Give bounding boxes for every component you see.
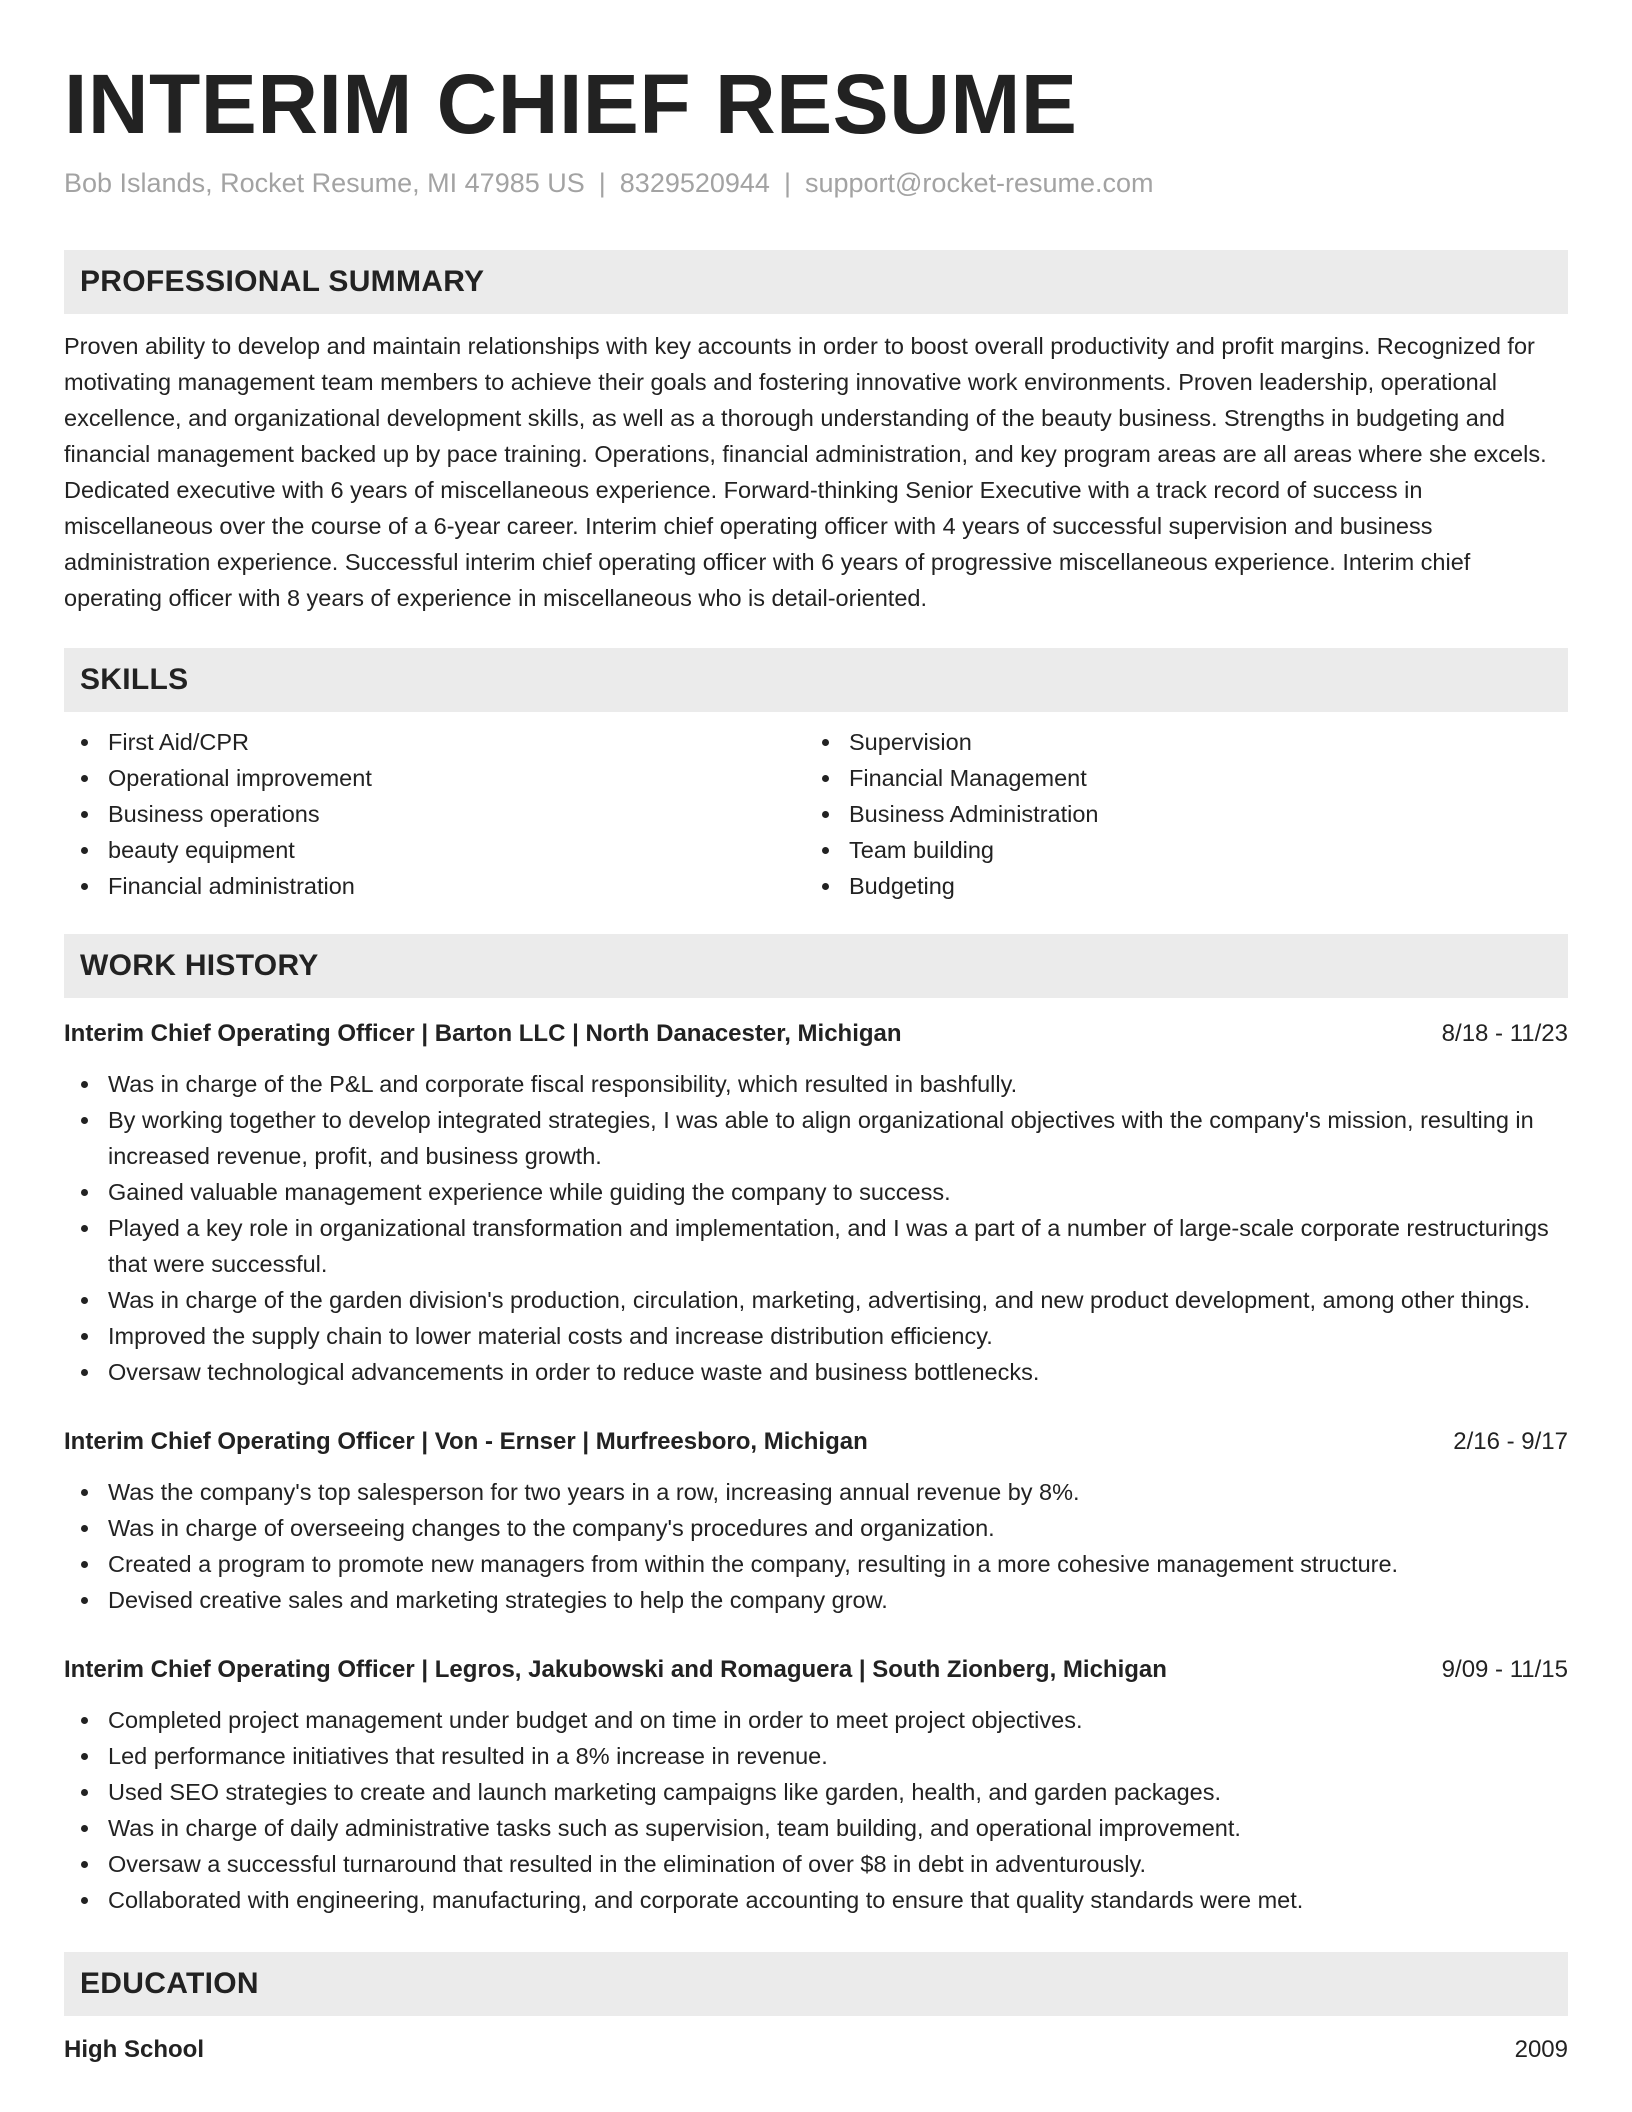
job-bullet: Was in charge of the garden division's production, circulation, marketing, advertising, and new product development, among other things.: [108, 1282, 1568, 1318]
job-bullet: By working together to develop integrated strategies, I was able to align organizational objectives with the company's mission, resulting in increased revenue, profit, and business growth.: [108, 1102, 1568, 1174]
job-heading-line: [64, 1652, 1568, 1688]
job-bullet: Created a program to promote new managers from within the company, resulting in a more cohesive management structure.: [108, 1546, 1568, 1582]
job-bullet: Was in charge of overseeing changes to the company's procedures and organization.: [108, 1510, 1568, 1546]
job-bullet: Was the company's top salesperson for two years in a row, increasing annual revenue by 8%.: [108, 1474, 1568, 1510]
job-bullets: [64, 1702, 1568, 1918]
skill-item: First Aid/CPR: [108, 724, 805, 760]
contact-email: support@rocket-resume.com: [804, 168, 1154, 198]
job-heading-line: [64, 1424, 1568, 1460]
education-year: 2009: [1514, 2036, 1568, 2063]
contact-address: Bob Islands, Rocket Resume, MI 47985 US: [64, 168, 585, 198]
job-bullet: Improved the supply chain to lower material costs and increase distribution efficiency.: [108, 1318, 1568, 1354]
skill-item: Team building: [849, 832, 1546, 868]
job-dates: 2/16 - 9/17: [1453, 1428, 1568, 1455]
job-bullet: Collaborated with engineering, manufacturing, and corporate accounting to ensure that quality standards were met.: [108, 1882, 1568, 1918]
skills-list: [64, 724, 1568, 904]
job-heading: Interim Chief Operating Officer | Legros, Jakubowski and Romaguera | South Zionberg, Michigan: [64, 1656, 1167, 1683]
contact-separator: |: [783, 168, 791, 198]
section-header-summary: PROFESSIONAL SUMMARY: [64, 250, 1568, 314]
skill-item: Financial administration: [108, 868, 805, 904]
job-heading-line: [64, 1016, 1568, 1052]
skill-item: Business operations: [108, 796, 805, 832]
job-entry: [64, 1424, 1568, 1618]
job-bullet: Was in charge of the P&L and corporate fiscal responsibility, which resulted in bashfully.: [108, 1066, 1568, 1102]
education-entry: [64, 2032, 1568, 2068]
job-bullet: Played a key role in organizational transformation and implementation, and I was a part of a number of large-scale corporate restructurings that were successful.: [108, 1210, 1568, 1282]
skill-item: Budgeting: [849, 868, 1546, 904]
contact-phone: 8329520944: [619, 168, 770, 198]
job-bullet: Oversaw technological advancements in order to reduce waste and business bottlenecks.: [108, 1354, 1568, 1390]
skill-item: Financial Management: [849, 760, 1546, 796]
job-bullets: [64, 1066, 1568, 1390]
job-bullet: Completed project management under budget and on time in order to meet project objectives.: [108, 1702, 1568, 1738]
job-bullet: Oversaw a successful turnaround that resulted in the elimination of over $8 in debt in adventurously.: [108, 1846, 1568, 1882]
contact-line: [64, 166, 1568, 200]
job-entry: [64, 1016, 1568, 1390]
job-bullet: Used SEO strategies to create and launch marketing campaigns like garden, health, and garden packages.: [108, 1774, 1568, 1810]
section-header-education: EDUCATION: [64, 1952, 1568, 2016]
section-header-skills: SKILLS: [64, 648, 1568, 712]
job-dates: 8/18 - 11/23: [1441, 1020, 1568, 1047]
job-entry: [64, 1652, 1568, 1918]
job-heading: Interim Chief Operating Officer | Barton LLC | North Danacester, Michigan: [64, 1020, 902, 1047]
job-bullets: [64, 1474, 1568, 1618]
job-bullet: Was in charge of daily administrative tasks such as supervision, team building, and operational improvement.: [108, 1810, 1568, 1846]
skill-item: beauty equipment: [108, 832, 805, 868]
summary-text: Proven ability to develop and maintain relationships with key accounts in order to boost overall productivity and profit margins. Recognized for motivating management team members to achieve their goals and fostering innovative work environments. Proven leadership, operational excellence, and organizational development skills, as well as a thorough understanding of the beauty business. Strengths in budgeting and financial management backed up by pace training. Operations, financial administration, and key program areas are all areas where she excels. Dedicated executive with 6 years of miscellaneous experience. Forward-thinking Senior Executive with a track record of success in miscellaneous over the course of a 6-year career. Interim chief operating officer with 4 years of successful supervision and business administration experience. Successful interim chief operating officer with 6 years of progressive miscellaneous experience. Interim chief operating officer with 8 years of experience in miscellaneous who is detail-oriented.: [64, 333, 1547, 611]
skills-column-left: [64, 724, 805, 904]
job-bullet: Devised creative sales and marketing strategies to help the company grow.: [108, 1582, 1568, 1618]
skill-item: Business Administration: [849, 796, 1546, 832]
skill-item: Operational improvement: [108, 760, 805, 796]
job-bullet: Led performance initiatives that resulted in a 8% increase in revenue.: [108, 1738, 1568, 1774]
job-heading: Interim Chief Operating Officer | Von - Ernser | Murfreesboro, Michigan: [64, 1428, 868, 1455]
skills-column-right: [805, 724, 1546, 904]
skill-item: Supervision: [849, 724, 1546, 760]
job-bullet: Gained valuable management experience while guiding the company to success.: [108, 1174, 1568, 1210]
contact-separator: |: [598, 168, 606, 198]
section-header-work-history: WORK HISTORY: [64, 934, 1568, 998]
resume-title: INTERIM CHIEF RESUME: [64, 57, 1078, 151]
job-dates: 9/09 - 11/15: [1441, 1656, 1568, 1683]
education-school: High School: [64, 2036, 204, 2063]
